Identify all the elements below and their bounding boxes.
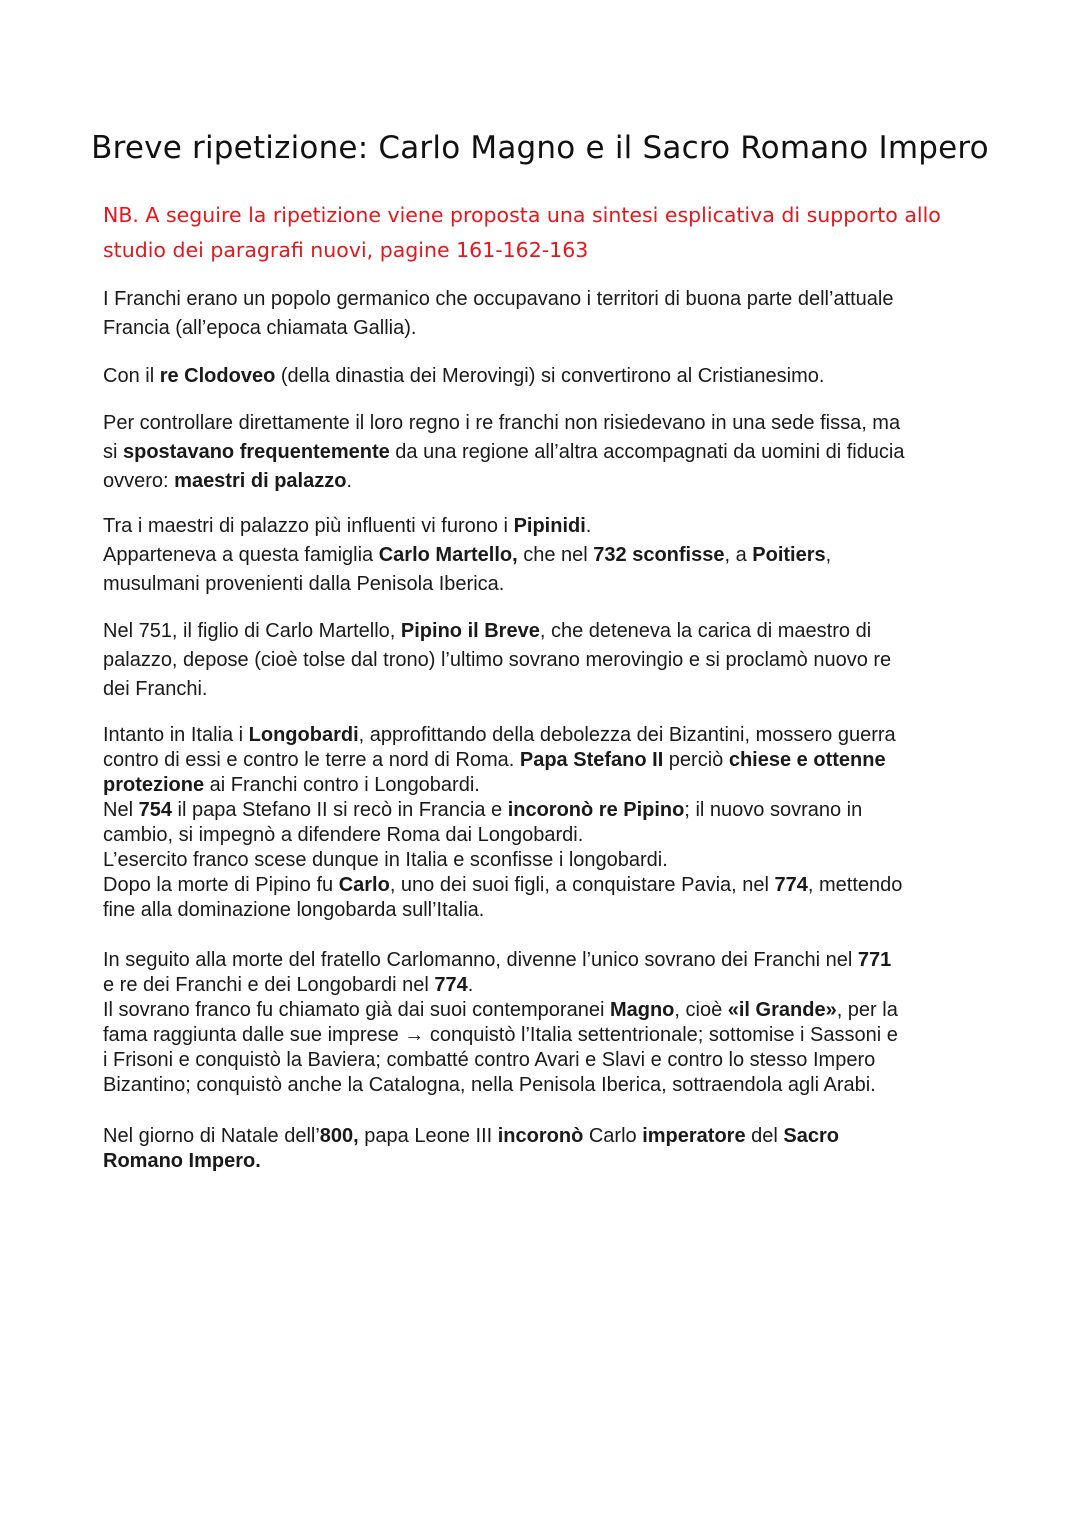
bold-term: Pipinidi [513,515,586,537]
paragraph-franchi [103,285,993,343]
text-line: Apparteneva a questa famiglia Carlo Martello, che nel 732 sconfisse, a Poitiers, [103,544,832,566]
bold-term: re Clodoveo [159,365,276,387]
text-line: L’esercito franco scese dunque in Italia e sconfisse i longobardi. [103,849,668,871]
bold-term: 754 [138,799,172,821]
text-line: contro di essi e contro le terre a nord di Roma. Papa Stefano II perciò chiese e ottenne [103,749,886,771]
bold-term: 800, [319,1125,359,1147]
note-line: NB. A seguire la ripetizione viene proposta una sintesi esplicativa di supporto allo [103,203,941,227]
text-line: Nel 751, il figlio di Carlo Martello, Pipino il Breve, che deteneva la carica di maestro di [103,620,872,642]
bold-term: chiese e ottenne [728,749,886,771]
text-line: Francia (all’epoca chiamata Gallia). [103,317,417,339]
bold-term: Sacro [783,1125,839,1147]
bold-term: Romano Impero. [103,1150,261,1172]
paragraph-pipino [103,617,993,704]
text-line: fine alla dominazione longobarda sull’Italia. [103,899,485,921]
text-line: Con il re Clodoveo (della dinastia dei Merovingi) si convertirono al Cristianesimo. [103,365,825,387]
text-line: protezione ai Franchi contro i Longobardi. [103,774,480,796]
text-line: Intanto in Italia i Longobardi, approfittando della debolezza dei Bizantini, mossero guerra [103,724,896,746]
bold-term: 732 sconfisse [593,544,725,566]
bold-term: Longobardi [248,724,359,746]
bold-term: spostavano frequentemente [123,441,390,463]
bold-term: Poitiers [752,544,826,566]
bold-term: Papa Stefano II [519,749,664,771]
paragraph-incoronazione [103,1124,993,1174]
text-line: Per controllare direttamente il loro regno i re franchi non risiedevano in una sede fissa, ma [103,412,901,434]
text-line: Bizantino; conquistò anche la Catalogna, nella Penisola Iberica, sottraendola agli Arabi. [103,1074,876,1096]
bold-term: 774 [434,974,468,996]
paragraph-longobardi [103,723,993,923]
bold-term: protezione [103,774,205,796]
text-line: Il sovrano franco fu chiamato già dai suoi contemporanei Magno, cioè «il Grande», per la [103,999,898,1021]
text-line: Nel 754 il papa Stefano II si recò in Francia e incoronò re Pipino; il nuovo sovrano in [103,799,863,821]
bold-term: incoronò re Pipino [507,799,685,821]
bold-term: 771 [857,949,892,971]
text-line: Dopo la morte di Pipino fu Carlo, uno dei suoi figli, a conquistare Pavia, nel 774, mettendo [103,874,903,896]
paragraph-maestri [103,409,993,496]
text-line: musulmani provenienti dalla Penisola Iberica. [103,573,505,595]
bold-term: Magno [609,999,675,1021]
text-line: dei Franchi. [103,678,208,700]
page-title: Breve ripetizione: Carlo Magno e il Sacro Romano Impero [91,130,989,166]
text-line: ovvero: maestri di palazzo. [103,470,352,492]
text-line: Nel giorno di Natale dell’800, papa Leone III incoronò Carlo imperatore del Sacro [103,1125,839,1147]
note-line: studio dei paragrafi nuovi, pagine 161-162-163 [103,238,589,262]
paragraph-pipinidi [103,512,993,599]
text-line: i Frisoni e conquistò la Baviera; combatté contro Avari e Slavi e contro lo stesso Impero [103,1049,876,1071]
text-line: Tra i maestri di palazzo più influenti vi furono i Pipinidi. [103,515,592,537]
text-line: fama raggiunta dalle sue imprese → conquistò l’Italia settentrionale; sottomise i Sassoni e [103,1024,898,1046]
bold-term: imperatore [642,1125,746,1147]
text-line: cambio, si impegnò a difendere Roma dai Longobardi. [103,824,584,846]
red-note [103,198,983,268]
text-line: palazzo, depose (cioè tolse dal trono) l’ultimo sovrano merovingio e si proclamò nuovo re [103,649,892,671]
text-line: e re dei Franchi e dei Longobardi nel 774. [103,974,474,996]
bold-term: incoronò [497,1125,584,1147]
paragraph-carlo-magno [103,948,993,1098]
bold-term: Pipino il Breve [400,620,540,642]
bold-term: Carlo [338,874,390,896]
text-line: I Franchi erano un popolo germanico che occupavano i territori di buona parte dell’attuale [103,288,894,310]
bold-term: «il Grande» [727,999,837,1021]
text-line: In seguito alla morte del fratello Carlomanno, divenne l’unico sovrano dei Franchi nel 771 [103,949,892,971]
bold-term: Carlo Martello, [378,544,518,566]
bold-term: 774 [774,874,808,896]
bold-term: maestri di palazzo [174,470,347,492]
text-line: si spostavano frequentemente da una regione all’altra accompagnati da uomini di fiducia [103,441,905,463]
paragraph-clodoveo [103,362,993,391]
